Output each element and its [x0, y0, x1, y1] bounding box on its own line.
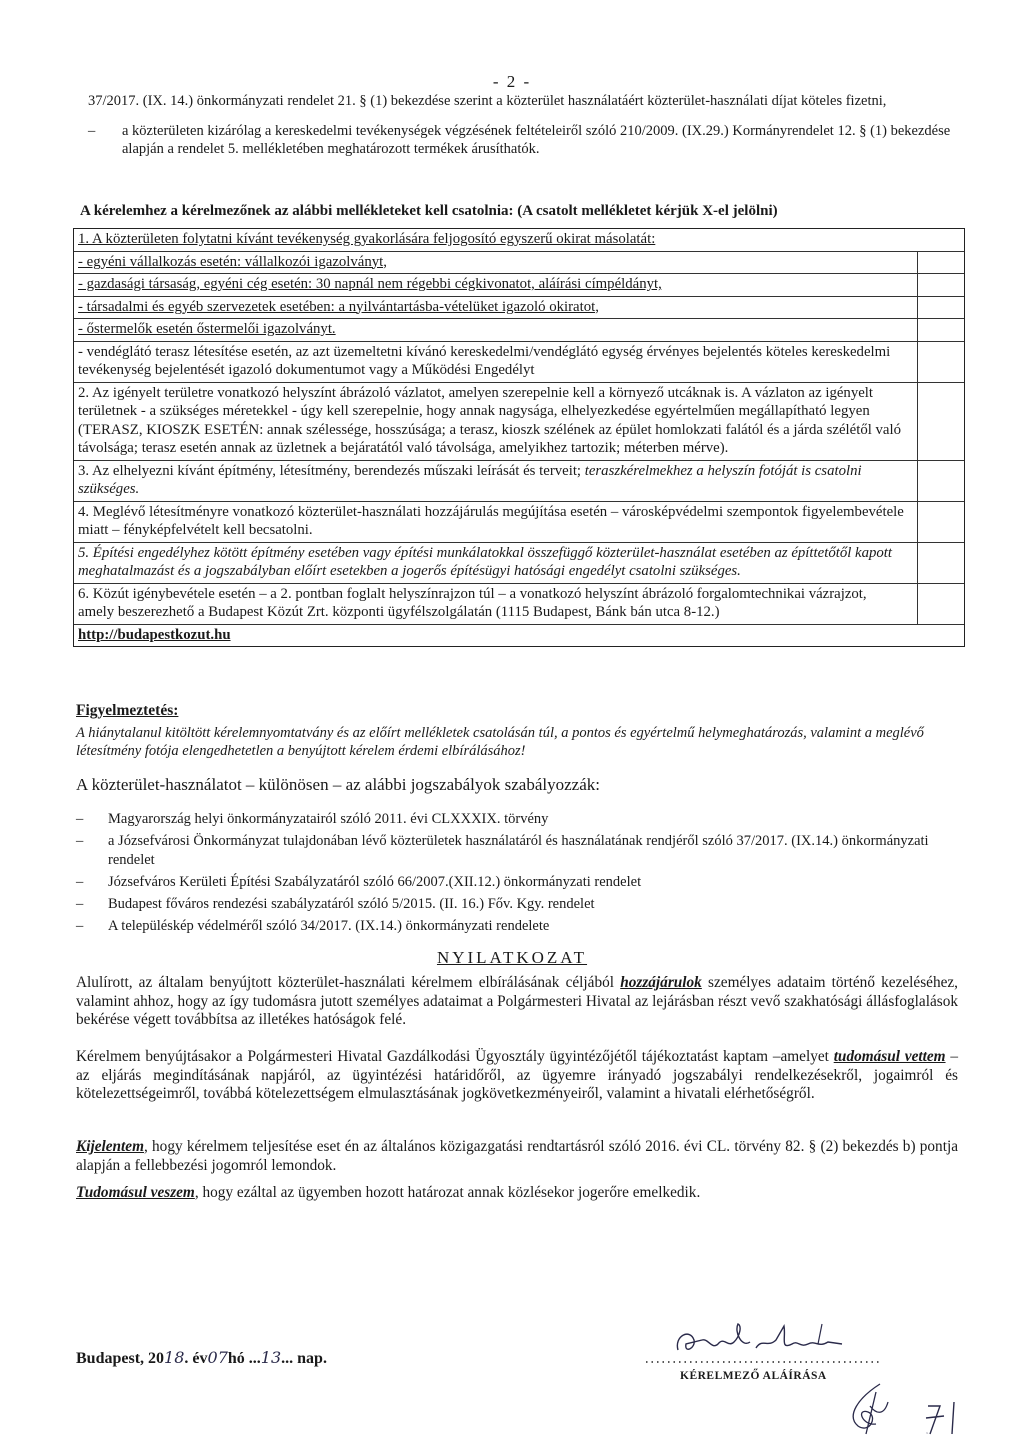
law-item: [76, 810, 956, 829]
attachment-row-1a: [74, 251, 964, 274]
place-date-line: [76, 1348, 327, 1368]
attachment-text: 1. A közterületen folytatni kívánt tevékenység gyakorlására feljogosító egyszerű okirat másolatát:: [78, 231, 656, 247]
attachment-text: - egyéni vállalkozás esetén: vállalkozói igazolványt,: [78, 253, 387, 270]
attachment-text: [78, 462, 904, 499]
law-text: Magyarország helyi önkormányzatairól szóló 2011. évi CLXXXIX. törvény: [108, 811, 549, 827]
dash-bullet: –: [76, 833, 84, 849]
page-number: - 2 -: [492, 72, 532, 91]
dash-bullet: –: [76, 811, 84, 827]
law-item: [76, 832, 956, 870]
declaration-text: Alulírott, az általam benyújtott közterület-használati kérelmem elbírálásának céljából: [76, 974, 615, 991]
attachment-row-1c: [74, 296, 964, 319]
declaration-paragraph-4: [76, 1184, 958, 1203]
attachment-row-5: [74, 542, 964, 583]
attachment-checkbox[interactable]: [917, 502, 964, 542]
attachment-text: 6. Közút igénybevétele esetén – a 2. pontban foglalt helyszínrajzon túl – a vonatkozó helyszínt ábrázoló forgalomtechnikai vázrajzot, amely beszerezhető a Budapest Közút Zrt. központi ügyfélszolgálatán (1115 Budapest, Bánk bán utca 8-12.): [78, 585, 867, 620]
signature-label: KÉRELMEZŐ ALÁÍRÁSA: [680, 1370, 827, 1382]
law-text: Budapest főváros rendezési szabályzatáról szóló 5/2015. (II. 16.) Főv. Kgy. rendelet: [108, 896, 595, 912]
year-suffix: . év: [184, 1350, 208, 1367]
initials-and-page-mark: [836, 1376, 996, 1444]
attachment-row-4: [74, 501, 964, 542]
attachment-checkbox[interactable]: [917, 252, 964, 274]
warning-title: Figyelmeztetés:: [76, 702, 179, 719]
attachment-row-2: [74, 382, 964, 460]
law-item: [76, 873, 956, 892]
attachment-checkbox[interactable]: [917, 461, 964, 501]
attachment-checkbox[interactable]: [917, 342, 964, 382]
handwritten-signature: [672, 1318, 872, 1364]
handwritten-year-digit: 1: [164, 1348, 175, 1367]
law-text: a Józsefvárosi Önkormányzat tulajdonában lévő közterületek használatáról és használatának rendjéről szóló 37/2017. (IX.14.) önkormányzati rendelet: [108, 833, 929, 868]
declaration-text: – az eljárás megindításának napjáról, az ügyintézési határidőről, az ügyemre irányadó jogszabályi rendelkezésekről, jogaimról és kötelezettségeimről, továbbá kötelezettségem elmulasztásának jogkövetkezményeiről, valamint a hivatali elérhetőségről.: [76, 1048, 958, 1102]
declaration-keyword: Tudomásul veszem: [76, 1184, 195, 1201]
law-item: [76, 895, 956, 914]
place-text: Budapest, 20: [76, 1350, 165, 1367]
laws-list: [76, 810, 956, 939]
declaration-keyword: hozzájárulok: [620, 974, 702, 991]
attachment-text: - vendéglátó terasz létesítése esetén, az azt üzemeltetni kívánó kereskedelmi/vendéglátó egység érvényes bejelentés köteles kereskedelmi tevékenység bejelentését igazoló dokumentumot vagy a Működési Engedélyt: [78, 343, 891, 378]
declaration-paragraph-2: [76, 1048, 958, 1104]
intro-line-2: a közterületen kizárólag a kereskedelmi tevékenységek végzésének feltételeiről szóló 210/2009. (IX.29.) Kormányrendelet 12. § (1) bekezdése alapján a rendelet 5. mellékletében meghatározott termékek árusíthatók.: [122, 123, 951, 157]
law-item: [76, 917, 956, 936]
attachments-table: [73, 228, 965, 647]
declaration-text: , hogy kérelmem teljesítése eset én az általános közigazgatási rendtartásról szóló 2016. évi CL. törvény 82. § (2) bekezdés b) pontja alapján a fellebbezési jogomról lemondok.: [76, 1138, 958, 1174]
declaration-keyword: Kijelentem: [76, 1138, 144, 1155]
attachment-checkbox[interactable]: [917, 584, 964, 624]
dash-bullet: –: [76, 874, 84, 890]
attachment-text: - gazdasági társaság, egyéni cég esetén: 30 napnál nem régebbi cégkivonatot, aláírási címpéldányt,: [78, 276, 662, 292]
attachment-row-3: [74, 460, 964, 501]
declaration-text: , hogy ezáltal az ügyemben hozott határozat annak közlésekor jogerőre emelkedik.: [194, 1184, 701, 1201]
month-suffix: hó ...: [227, 1350, 261, 1367]
intro-line-1: 37/2017. (IX. 14.) önkormányzati rendelet 21. § (1) bekezdése szerint a közterület használatáért közterület-használati díjat köteles fizetni,: [88, 93, 887, 109]
laws-heading: A közterület-használatot – különösen – az alábbi jogszabályok szabályozzák:: [76, 775, 600, 794]
declaration-keyword: tudomásul vettem: [833, 1048, 946, 1065]
attachment-text: 4. Meglévő létesítményre vonatkozó közterület-használati hozzájárulás megújítása esetén – városképvédelmi szempontok figyelembevétele miatt – fényképfelvételt kell becsatolni.: [78, 503, 904, 538]
dash-bullet: –: [76, 918, 84, 934]
attachment-checkbox[interactable]: [917, 543, 964, 583]
attachment-row-6: [74, 583, 964, 624]
attachment-row-1: [74, 229, 964, 251]
handwritten-year-digit-2: 8: [174, 1348, 185, 1367]
handwritten-day: 13: [260, 1348, 282, 1367]
attachment-text: 2. Az igényelt területre vonatkozó helyszínt ábrázoló vázlatot, amelyen szerepelnie kell a környező utcáknak is. A vázlaton az igényelt területnek - a szükséges méretekkel - úgy kell szerepelnie, hogy annak nagysága, elhelyezkedése egyértelműen megállapítható legyen (TERASZ, KIOSZK ESETÉN: annak szélessége, hosszúsága; a terasz, kioszk szélének az épület homlokzati falától és a járda szélétől való távolsága; terasz esetén annak az üzletnek a bejáratától való távolsága, amelyikhez tartozik; méterben mérve).: [78, 384, 902, 456]
declaration-text: Kérelmem benyújtásakor a Polgármesteri Hivatal Gazdálkodási Ügyosztály ügyintézőjétől tájékoztatást kaptam –amelyet: [76, 1048, 829, 1065]
attachment-checkbox[interactable]: [917, 274, 964, 296]
declaration-paragraph-1: [76, 974, 958, 1030]
attachment-row-link: [74, 624, 964, 647]
attachment-text: 5. Építési engedélyhez kötött építmény esetében vagy építési munkálatokkal összefüggő közterület-használat esetében az építtetőtől kapott meghatalmazást és a jogszabályban előírt esetekben a jogerős építésügyi hatósági engedélyt csatolni szükséges.: [78, 544, 893, 579]
attachment-checkbox[interactable]: [917, 297, 964, 319]
day-suffix: ... nap.: [281, 1350, 327, 1367]
declaration-title: NYILATKOZAT: [436, 948, 588, 967]
declaration-text: személyes adataim történő kezeléséhez, valamint ahhoz, hogy az így tudomásra jutott személyes adataimat a Polgármesteri Hivatal az lejárásban részt vevő szakhatósági állásfoglalások bekérése végett továbbítsa az illetékes hatóságok felé.: [76, 974, 959, 1028]
law-text: Józsefváros Kerületi Építési Szabályzatáról szóló 66/2007.(XII.12.) önkormányzati rendelet: [108, 874, 642, 890]
attachment-row-1d: [74, 318, 964, 341]
attachment-text-main: 3. Az elhelyezni kívánt építmény, létesítmény, berendezés műszaki leírását és terveit;: [78, 462, 582, 479]
handwritten-month: 07: [207, 1348, 228, 1367]
declaration-paragraph-3: [76, 1138, 958, 1175]
attachments-heading: A kérelemhez a kérelmezőnek az alábbi mellékleteket kell csatolnia: (A csatolt mellékletet kérjük X-el jelölni): [80, 203, 778, 219]
warning-text: A hiánytalanul kitöltött kérelemnyomtatvány és az előírt mellékletek csatolásán túl, a pontos és egyértelmű helymeghatározás, valamint a meglévő létesítmény fotója elengedhetetlen a benyújtott kérelem érdemi elbírálásához!: [76, 725, 924, 759]
intro-section: [88, 92, 964, 158]
attachment-text: - őstermelők esetén őstermelői igazolványt.: [78, 321, 336, 337]
page-mark-text: 71: [926, 1433, 929, 1435]
dash-bullet: –: [76, 896, 84, 912]
budapest-kozut-link[interactable]: http://budapestkozut.hu: [78, 626, 231, 643]
intro-item: [88, 122, 964, 158]
attachment-text-italic: teraszkérelmekhez a helyszín fotóját is csatolni szükséges.: [78, 462, 862, 497]
dash-bullet: –: [88, 123, 96, 139]
attachment-checkbox[interactable]: [917, 319, 964, 341]
law-text: A településkép védelméről szóló 34/2017. (IX.14.) önkormányzati rendelete: [108, 918, 550, 934]
attachment-row-1e: [74, 341, 964, 382]
attachment-row-1b: [74, 273, 964, 296]
attachment-text: - társadalmi és egyéb szervezetek esetében: a nyilvántartásba-vételüket igazoló okiratot,: [78, 298, 599, 315]
attachment-checkbox[interactable]: [917, 383, 964, 460]
